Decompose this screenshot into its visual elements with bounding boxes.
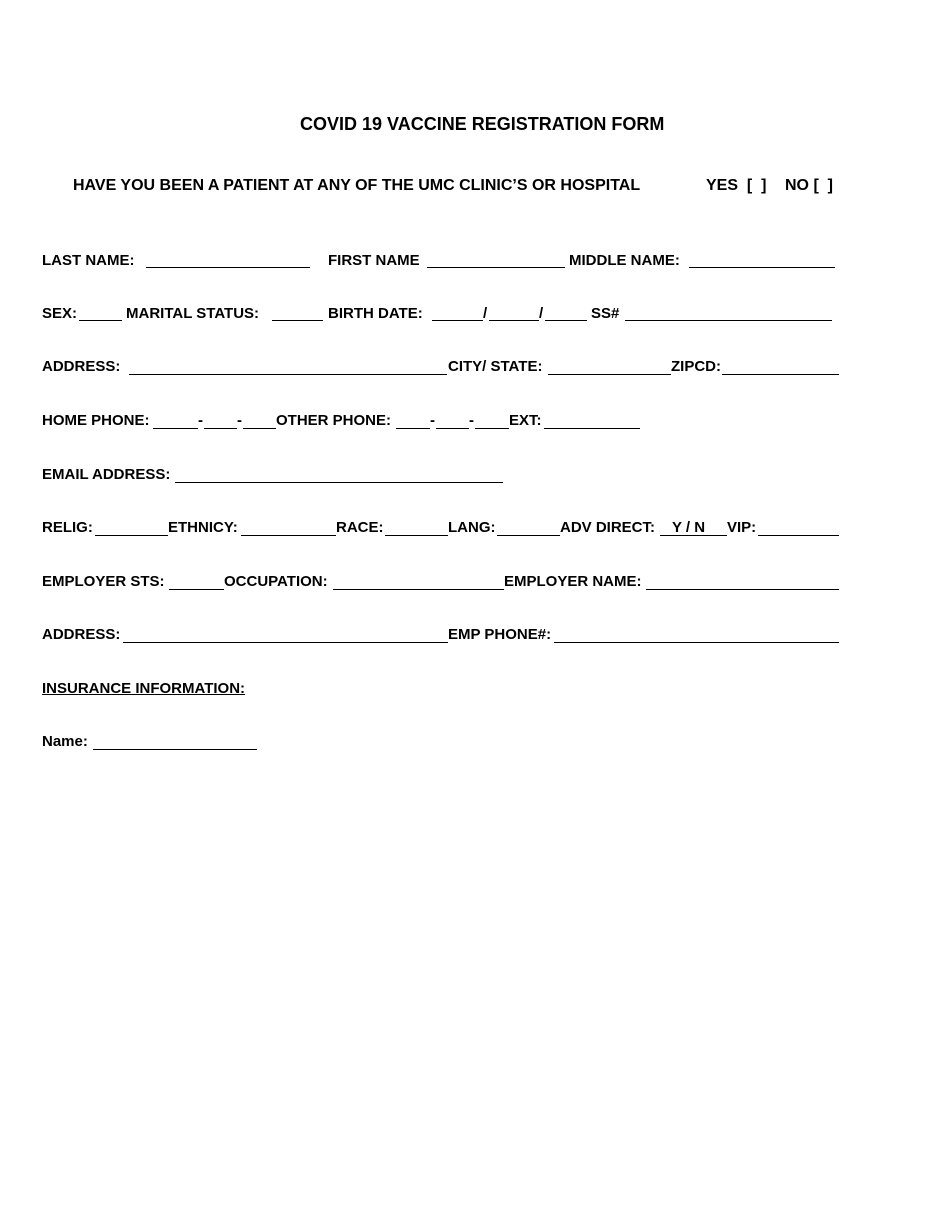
form-title: COVID 19 VACCINE REGISTRATION FORM — [300, 114, 665, 134]
email-field[interactable] — [175, 482, 503, 483]
relig-field[interactable] — [95, 535, 168, 536]
last-name-field[interactable] — [146, 267, 310, 268]
sex-label: SEX: — [42, 305, 78, 322]
birth-date-separator: / — [539, 305, 544, 322]
birth-day-field[interactable] — [489, 320, 539, 321]
last-name-label: LAST NAME: — [42, 252, 135, 269]
employer-sts-label: EMPLOYER STS: — [42, 573, 165, 590]
marital-status-field[interactable] — [272, 320, 323, 321]
city-state-label: CITY/ STATE: — [448, 358, 543, 375]
birth-year-field[interactable] — [545, 320, 587, 321]
yes-checkbox[interactable]: YES [ ] — [706, 177, 767, 194]
relig-label: RELIG: — [42, 519, 93, 536]
city-state-field[interactable] — [548, 374, 671, 375]
address-field[interactable] — [129, 374, 447, 375]
vip-label: VIP: — [727, 519, 757, 536]
vip-field[interactable] — [758, 535, 839, 536]
adv-direct-label: ADV DIRECT: — [560, 519, 656, 536]
home-phone-prefix-field[interactable] — [204, 428, 237, 429]
employer-sts-field[interactable] — [169, 589, 224, 590]
no-checkbox[interactable]: NO [ ] — [785, 177, 833, 194]
home-phone-line-field[interactable] — [243, 428, 276, 429]
employer-name-label: EMPLOYER NAME: — [504, 573, 642, 590]
phone-separator: - — [430, 412, 435, 429]
birth-date-label: BIRTH DATE: — [328, 305, 423, 322]
insurance-heading: INSURANCE INFORMATION: — [42, 680, 246, 697]
emp-phone-field[interactable] — [554, 642, 839, 643]
lang-field[interactable] — [497, 535, 560, 536]
ethnicity-label: ETHNICY: — [168, 519, 238, 536]
phone-separator: - — [237, 412, 242, 429]
birth-month-field[interactable] — [432, 320, 483, 321]
occupation-field[interactable] — [333, 589, 504, 590]
ethnicity-field[interactable] — [241, 535, 336, 536]
zipcd-label: ZIPCD: — [671, 358, 721, 375]
zipcd-field[interactable] — [722, 374, 839, 375]
employer-address-label: ADDRESS: — [42, 626, 121, 643]
birth-date-separator: / — [483, 305, 488, 322]
insurance-name-label: Name: — [42, 733, 88, 750]
other-phone-line-field[interactable] — [475, 428, 509, 429]
email-label: EMAIL ADDRESS: — [42, 466, 171, 483]
insurance-name-field[interactable] — [93, 749, 257, 750]
middle-name-label: MIDDLE NAME: — [569, 252, 680, 269]
middle-name-field[interactable] — [689, 267, 835, 268]
employer-address-field[interactable] — [123, 642, 448, 643]
marital-status-label: MARITAL STATUS: — [126, 305, 260, 322]
sex-field[interactable] — [79, 320, 122, 321]
address-label: ADDRESS: — [42, 358, 121, 375]
home-phone-label: HOME PHONE: — [42, 412, 150, 429]
adv-direct-options[interactable]: Y / N — [672, 519, 706, 536]
home-phone-area-field[interactable] — [153, 428, 198, 429]
race-field[interactable] — [385, 535, 448, 536]
first-name-label: FIRST NAME — [328, 252, 420, 269]
employer-name-field[interactable] — [646, 589, 839, 590]
emp-phone-label: EMP PHONE#: — [448, 626, 552, 643]
phone-separator: - — [469, 412, 474, 429]
phone-separator: - — [198, 412, 203, 429]
patient-question: HAVE YOU BEEN A PATIENT AT ANY OF THE UMC CLINIC’S OR HOSPITAL — [73, 177, 641, 194]
ss-field[interactable] — [625, 320, 832, 321]
other-phone-area-field[interactable] — [396, 428, 430, 429]
ss-label: SS# — [591, 305, 620, 322]
ext-field[interactable] — [544, 428, 640, 429]
other-phone-label: OTHER PHONE: — [276, 412, 392, 429]
first-name-field[interactable] — [427, 267, 565, 268]
race-label: RACE: — [336, 519, 384, 536]
lang-label: LANG: — [448, 519, 496, 536]
occupation-label: OCCUPATION: — [224, 573, 328, 590]
other-phone-prefix-field[interactable] — [436, 428, 469, 429]
ext-label: EXT: — [509, 412, 542, 429]
